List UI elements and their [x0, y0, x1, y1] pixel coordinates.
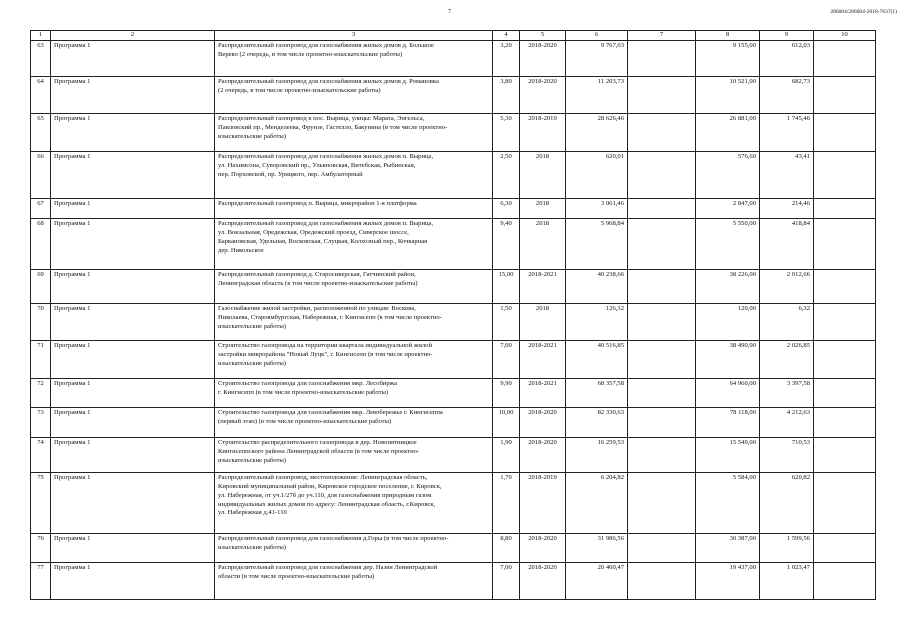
object-name-cell: Строительство распределительного газопровода в дер. Новопятницкое Кингисеппского района Ленинградской области (в том числе проектно- изыскательские работы): [215, 437, 493, 472]
period-cell: 2018: [520, 303, 566, 340]
total-cost-cell: 11 203,73: [566, 76, 628, 113]
column-10-cell: [814, 76, 876, 113]
column-8-cell: 576,60: [696, 151, 760, 198]
row-number: 68: [31, 218, 51, 269]
total-cost-cell: 31 986,56: [566, 533, 628, 562]
program-cell: Программа 1: [51, 407, 215, 437]
column-7-cell: [628, 407, 696, 437]
column-header: 5: [520, 31, 566, 41]
length-cell: 1,50: [493, 303, 520, 340]
row-number: 71: [31, 340, 51, 378]
column-8-cell: 30 387,00: [696, 533, 760, 562]
column-9-cell: 6,32: [760, 303, 814, 340]
table-row: [31, 303, 876, 340]
row-number: 72: [31, 378, 51, 407]
column-7-cell: [628, 40, 696, 76]
period-cell: 2018-2021: [520, 269, 566, 303]
program-cell: Программа 1: [51, 218, 215, 269]
total-cost-cell: 5 968,84: [566, 218, 628, 269]
column-9-cell: 1 023,47: [760, 562, 814, 599]
period-cell: 2018-2020: [520, 407, 566, 437]
column-9-cell: 710,53: [760, 437, 814, 472]
column-7-cell: [628, 533, 696, 562]
column-8-cell: 5 550,00: [696, 218, 760, 269]
column-9-cell: 682,73: [760, 76, 814, 113]
program-cell: Программа 1: [51, 562, 215, 599]
table-row: [31, 198, 876, 218]
total-cost-cell: 82 330,63: [566, 407, 628, 437]
column-7-cell: [628, 218, 696, 269]
column-9-cell: 2 026,85: [760, 340, 814, 378]
row-number: 77: [31, 562, 51, 599]
column-header: 1: [31, 31, 51, 41]
table-row: [31, 472, 876, 533]
program-cell: Программа 1: [51, 269, 215, 303]
total-cost-cell: 6 204,82: [566, 472, 628, 533]
column-8-cell: 15 549,00: [696, 437, 760, 472]
column-7-cell: [628, 340, 696, 378]
table-row: [31, 378, 876, 407]
column-7-cell: [628, 113, 696, 151]
column-7-cell: [628, 269, 696, 303]
column-8-cell: 9 155,00: [696, 40, 760, 76]
length-cell: 2,50: [493, 151, 520, 198]
column-9-cell: 3 397,58: [760, 378, 814, 407]
column-8-cell: 78 118,00: [696, 407, 760, 437]
column-10-cell: [814, 562, 876, 599]
table-row: [31, 151, 876, 198]
period-cell: 2018-2021: [520, 378, 566, 407]
length-cell: 9,40: [493, 218, 520, 269]
length-cell: 9,90: [493, 378, 520, 407]
table-row: [31, 533, 876, 562]
period-cell: 2018-2019: [520, 113, 566, 151]
row-number: 75: [31, 472, 51, 533]
period-cell: 2018: [520, 151, 566, 198]
table-row: [31, 340, 876, 378]
length-cell: 6,30: [493, 198, 520, 218]
column-header: 9: [760, 31, 814, 41]
object-name-cell: Распределительный газопровод для газоснабжения жилых домов д. Романовка (2 очередь, в том числе проектно-изыскательские работы): [215, 76, 493, 113]
table-row: [31, 76, 876, 113]
table-row: [31, 40, 876, 76]
object-name-cell: Распределительный газопровод для газоснабжения дер. Назия Ленинградской области (в том числе проектно-изыскательские работы): [215, 562, 493, 599]
column-10-cell: [814, 437, 876, 472]
program-cell: Программа 1: [51, 378, 215, 407]
object-name-cell: Распределительный газопровод д. Старосиверская, Гатчинский район, Ленинградская область (в том числе проектно-изыскательские работы): [215, 269, 493, 303]
object-name-cell: Строительство газопровода на территории квартала индивидуальной жилой застройки микрорайона "Новый Луцк", г. Кингисепп (в том числе проектно- изыскательские работы): [215, 340, 493, 378]
period-cell: 2018-2020: [520, 76, 566, 113]
period-cell: 2018-2020: [520, 562, 566, 599]
total-cost-cell: 126,32: [566, 303, 628, 340]
column-header: 7: [628, 31, 696, 41]
column-9-cell: 620,82: [760, 472, 814, 533]
row-number: 70: [31, 303, 51, 340]
total-cost-cell: 9 767,03: [566, 40, 628, 76]
column-7-cell: [628, 198, 696, 218]
table-row: [31, 218, 876, 269]
page-number: 7: [448, 9, 451, 15]
column-9-cell: 43,41: [760, 151, 814, 198]
period-cell: 2018: [520, 198, 566, 218]
column-8-cell: 19 437,00: [696, 562, 760, 599]
length-cell: 1,70: [493, 472, 520, 533]
program-cell: Программа 1: [51, 151, 215, 198]
column-8-cell: 64 960,00: [696, 378, 760, 407]
object-name-cell: Распределительный газопровод п. Вырица, микрорайон 1-я платформа: [215, 198, 493, 218]
table-header-row: [31, 31, 876, 41]
column-8-cell: 38 226,00: [696, 269, 760, 303]
column-7-cell: [628, 562, 696, 599]
object-name-cell: Распределительный газопровод для газоснабжения жилых домов п. Вырица, ул. Нахимсона, Суворовский пр., Ульяновская, Витебская, Рыбинская, пер. Порховской, пр. Урицкого, пер. Амбулаторный: [215, 151, 493, 198]
column-9-cell: 214,46: [760, 198, 814, 218]
row-number: 67: [31, 198, 51, 218]
length-cell: 8,80: [493, 533, 520, 562]
object-name-cell: Строительство газопровода для газоснабжения мкр. Левобережье г. Кингисеппа (первый этап) (в том числе проектно-изыскательские работы): [215, 407, 493, 437]
period-cell: 2018-2020: [520, 533, 566, 562]
program-cell: Программа 1: [51, 303, 215, 340]
column-9-cell: 418,84: [760, 218, 814, 269]
program-cell: Программа 1: [51, 533, 215, 562]
total-cost-cell: 620,01: [566, 151, 628, 198]
length-cell: 3,80: [493, 76, 520, 113]
length-cell: 15,00: [493, 269, 520, 303]
total-cost-cell: 68 357,58: [566, 378, 628, 407]
column-9-cell: 1 599,56: [760, 533, 814, 562]
period-cell: 2018-2019: [520, 472, 566, 533]
column-8-cell: 10 521,00: [696, 76, 760, 113]
column-10-cell: [814, 151, 876, 198]
program-cell: Программа 1: [51, 76, 215, 113]
column-header: 8: [696, 31, 760, 41]
column-7-cell: [628, 472, 696, 533]
row-number: 64: [31, 76, 51, 113]
column-7-cell: [628, 437, 696, 472]
column-10-cell: [814, 533, 876, 562]
table-row: [31, 269, 876, 303]
length-cell: 5,30: [493, 113, 520, 151]
column-10-cell: [814, 303, 876, 340]
period-cell: 2018: [520, 218, 566, 269]
table-row: [31, 562, 876, 599]
row-number: 65: [31, 113, 51, 151]
column-10-cell: [814, 378, 876, 407]
length-cell: 10,00: [493, 407, 520, 437]
table-row: [31, 437, 876, 472]
table-row: [31, 407, 876, 437]
object-name-cell: Распределительный газопровод для газоснабжения д.Горы (в том числе проектно- изыскательские работы): [215, 533, 493, 562]
column-8-cell: 120,00: [696, 303, 760, 340]
column-9-cell: 4 212,63: [760, 407, 814, 437]
row-number: 76: [31, 533, 51, 562]
object-name-cell: Строительство газопровода для газоснабжения мкр. Лесобиржа г. Кингисепп (в том числе проектно-изыскательские работы): [215, 378, 493, 407]
table-row: [31, 113, 876, 151]
column-10-cell: [814, 218, 876, 269]
program-cell: Программа 1: [51, 113, 215, 151]
total-cost-cell: 3 061,46: [566, 198, 628, 218]
column-9-cell: 2 012,66: [760, 269, 814, 303]
column-10-cell: [814, 40, 876, 76]
period-cell: 2018-2021: [520, 340, 566, 378]
object-name-cell: Распределительный газопровод для газоснабжения жилых домов п. Вырица, ул. Вокзальная, Оредежская, Оредежский проезд, Сиверское шоссе, Баркановская, Удельная, Восковская, Слуцкая, Колхозный пер., Кочкарная дер. Никольское: [215, 218, 493, 269]
row-number: 74: [31, 437, 51, 472]
column-8-cell: 26 881,00: [696, 113, 760, 151]
object-name-cell: Газоснабжение жилой застройки, расположенной по улицам: Воскова, Николаева, Староямбургская, Набережная, г. Кингисепп (в том числе проектно- изыскательские работы): [215, 303, 493, 340]
program-table: [30, 30, 876, 600]
column-10-cell: [814, 340, 876, 378]
column-10-cell: [814, 198, 876, 218]
total-cost-cell: 40 238,66: [566, 269, 628, 303]
row-number: 73: [31, 407, 51, 437]
column-8-cell: 2 847,00: [696, 198, 760, 218]
column-7-cell: [628, 76, 696, 113]
length-cell: 3,20: [493, 40, 520, 76]
object-name-cell: Распределительный газопровод для газоснабжения жилых домов д. Большое Верево (2 очередь, в том числе проектно-изыскательские работы): [215, 40, 493, 76]
column-8-cell: 5 584,00: [696, 472, 760, 533]
column-header: 4: [493, 31, 520, 41]
column-10-cell: [814, 113, 876, 151]
period-cell: 2018-2020: [520, 40, 566, 76]
program-cell: Программа 1: [51, 437, 215, 472]
column-9-cell: 1 745,46: [760, 113, 814, 151]
length-cell: 1,90: [493, 437, 520, 472]
total-cost-cell: 16 259,53: [566, 437, 628, 472]
document-code: 286004/286004-2018-7637(1): [830, 9, 897, 15]
column-10-cell: [814, 407, 876, 437]
object-name-cell: Распределительный газопровод, местоположение: Ленинградская область, Кировский муниципальный район, Кировское городское поселение, г. Кировск, ул. Набережная, от уч.1/27б до уч.110, для газоснабжения природным газом индивидуальных жилых домов по адресу: Ленинградская область, г.Кировск, ул. Набережная д.41-110: [215, 472, 493, 533]
column-header: 3: [215, 31, 493, 41]
column-header: 10: [814, 31, 876, 41]
column-9-cell: 612,03: [760, 40, 814, 76]
row-number: 66: [31, 151, 51, 198]
column-7-cell: [628, 151, 696, 198]
column-8-cell: 38 490,00: [696, 340, 760, 378]
column-header: 6: [566, 31, 628, 41]
row-number: 63: [31, 40, 51, 76]
total-cost-cell: 20 460,47: [566, 562, 628, 599]
column-10-cell: [814, 472, 876, 533]
column-7-cell: [628, 378, 696, 407]
program-cell: Программа 1: [51, 340, 215, 378]
column-header: 2: [51, 31, 215, 41]
program-cell: Программа 1: [51, 198, 215, 218]
column-10-cell: [814, 269, 876, 303]
row-number: 69: [31, 269, 51, 303]
total-cost-cell: 28 626,46: [566, 113, 628, 151]
period-cell: 2018-2020: [520, 437, 566, 472]
program-cell: Программа 1: [51, 40, 215, 76]
length-cell: 7,00: [493, 562, 520, 599]
length-cell: 7,00: [493, 340, 520, 378]
column-7-cell: [628, 303, 696, 340]
total-cost-cell: 40 516,85: [566, 340, 628, 378]
program-cell: Программа 1: [51, 472, 215, 533]
object-name-cell: Распределительный газопровод в пос. Вырица, улицы: Марата, Энгельса, Павловский пр., Менделеева, Фрунзе, Гастелло, Бакунина (в том числе проектно- изыскательские работы): [215, 113, 493, 151]
